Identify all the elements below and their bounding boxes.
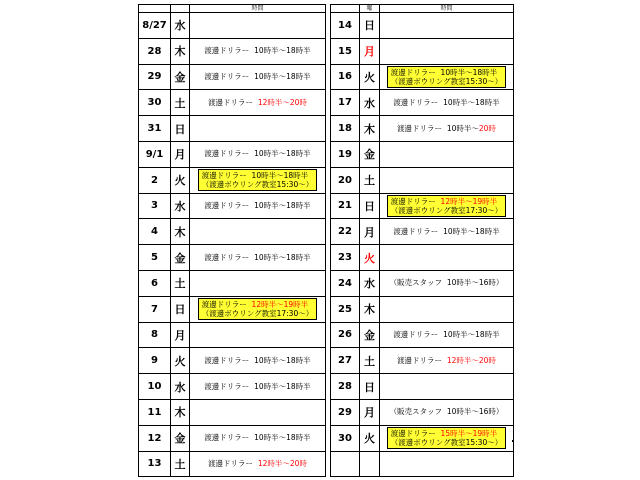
date-cell: 13 (139, 451, 171, 477)
shift-line (391, 429, 502, 438)
date-cell: 15 (331, 38, 360, 64)
schedule-row (139, 193, 326, 219)
highlight-box (387, 195, 506, 217)
date-cell: 16 (331, 64, 360, 90)
schedule-row (331, 451, 514, 477)
schedule-row (139, 296, 326, 322)
time-cell (380, 322, 514, 348)
shift-line (202, 300, 313, 309)
schedule-row (331, 270, 514, 296)
shift-line (391, 68, 502, 77)
time-cell (190, 296, 326, 322)
time-cell (380, 245, 514, 271)
shift-time: 10時半～18時半 (254, 381, 311, 391)
date-cell: 9/1 (139, 141, 171, 167)
staff-name: 渡邊ドリラー (390, 429, 436, 439)
shift-time: 10時半～18時半 (254, 355, 311, 365)
shift-line (391, 197, 502, 206)
date-cell: 21 (331, 193, 360, 219)
shift-line (190, 433, 325, 443)
schedule-table-right (330, 4, 514, 477)
header-dow-cell: 曜 (360, 5, 380, 13)
shift-time: 10時半～18時半 (254, 149, 311, 159)
time-cell (190, 13, 326, 39)
shift-line (190, 201, 325, 211)
shift-time: 10時半～18時半 (443, 226, 500, 236)
time-cell (190, 116, 326, 142)
schedule-row (139, 64, 326, 90)
schedule-row (139, 348, 326, 374)
time-cell (380, 193, 514, 219)
staff-name: 渡邊ドリラー (208, 458, 254, 468)
shift-time: 12時半～20時 (446, 355, 496, 365)
weekday-cell: 木 (171, 399, 190, 425)
time-cell (190, 193, 326, 219)
weekday-cell: 土 (171, 270, 190, 296)
date-cell: 25 (331, 296, 360, 322)
header-date-cell (331, 5, 360, 13)
staff-name: 渡邊ドリラー (201, 171, 247, 181)
shift-time: 10時半～18時半 (443, 97, 500, 107)
header-row (139, 5, 326, 13)
date-cell: 11 (139, 399, 171, 425)
staff-name: （渡邊ボウリング教室15:30～） (390, 438, 503, 448)
date-cell: 23 (331, 245, 360, 271)
time-cell (190, 219, 326, 245)
highlight-box (387, 66, 506, 88)
schedule-row (139, 167, 326, 193)
staff-name: 渡邊ドリラー (390, 67, 436, 77)
shift-line (380, 278, 513, 288)
shift-time: 12時半～20時 (257, 97, 307, 107)
weekday-cell: 水 (360, 90, 380, 116)
shift-time: 10時半～18時半 (254, 433, 311, 443)
time-cell (190, 141, 326, 167)
shift-line (391, 206, 502, 215)
header-date-cell (139, 5, 171, 13)
time-cell (380, 451, 514, 477)
schedule-row (139, 374, 326, 400)
shift-time: 10時半～18時半 (254, 252, 311, 262)
shift-time-red: 20時 (478, 123, 496, 133)
shift-line (190, 459, 325, 469)
date-cell: 3 (139, 193, 171, 219)
header-time-cell: 時間 (190, 5, 326, 13)
date-cell: 20 (331, 167, 360, 193)
date-cell: 4 (139, 219, 171, 245)
shift-time: 15時半～19時半 (440, 429, 498, 439)
time-cell (190, 270, 326, 296)
date-cell: 17 (331, 90, 360, 116)
time-cell (380, 374, 514, 400)
schedule-row (139, 322, 326, 348)
shift-line (380, 98, 513, 108)
schedule-row (139, 141, 326, 167)
staff-name: （販売スタッフ (389, 407, 443, 417)
schedule-row (331, 374, 514, 400)
staff-name: （渡邊ボウリング教室17:30～） (390, 205, 503, 215)
schedule-row (331, 245, 514, 271)
highlight-box (198, 169, 317, 191)
date-cell: 31 (139, 116, 171, 142)
weekday-cell: 水 (171, 193, 190, 219)
date-cell: 30 (139, 90, 171, 116)
time-cell (190, 64, 326, 90)
time-cell (380, 13, 514, 39)
staff-name: 渡邊ドリラー (393, 97, 439, 107)
shift-line (190, 253, 325, 263)
time-cell (380, 90, 514, 116)
time-cell (380, 348, 514, 374)
shift-line (190, 46, 325, 56)
date-cell: 12 (139, 425, 171, 451)
date-cell: 28 (331, 374, 360, 400)
time-cell (380, 425, 514, 451)
weekday-cell: 火 (171, 348, 190, 374)
weekday-cell: 日 (171, 116, 190, 142)
shift-time: 10時半～18時半 (443, 329, 500, 339)
schedule-row (331, 322, 514, 348)
shift-line (190, 72, 325, 82)
date-cell: 29 (139, 64, 171, 90)
weekday-cell: 金 (171, 425, 190, 451)
time-cell (380, 38, 514, 64)
weekday-cell: 火 (171, 167, 190, 193)
schedule-row (139, 38, 326, 64)
shift-time: 10時半～ (446, 123, 479, 133)
schedule-row (139, 451, 326, 477)
time-cell (190, 322, 326, 348)
weekday-cell: 金 (360, 141, 380, 167)
weekday-cell: 水 (360, 270, 380, 296)
staff-name: 渡邊ドリラー (204, 433, 250, 443)
staff-name: 渡邊ドリラー (204, 71, 250, 81)
staff-name: （販売スタッフ (389, 278, 443, 288)
shift-time: 10時半～18時半 (254, 46, 311, 56)
staff-name: 渡邊ドリラー (204, 200, 250, 210)
time-cell (190, 38, 326, 64)
schedule-row (331, 399, 514, 425)
date-cell: 5 (139, 245, 171, 271)
date-cell: 18 (331, 116, 360, 142)
shift-line (190, 382, 325, 392)
weekday-cell: 金 (360, 322, 380, 348)
time-cell (380, 116, 514, 142)
weekday-cell: 月 (360, 38, 380, 64)
date-cell: 30 (331, 425, 360, 451)
weekday-cell: 水 (171, 13, 190, 39)
time-cell (190, 425, 326, 451)
shift-line (380, 227, 513, 237)
time-cell (190, 451, 326, 477)
weekday-cell: 木 (360, 296, 380, 322)
schedule-row (331, 219, 514, 245)
weekday-cell: 木 (360, 116, 380, 142)
schedule-row (331, 38, 514, 64)
schedule-row (139, 270, 326, 296)
date-cell: 19 (331, 141, 360, 167)
date-cell: 7 (139, 296, 171, 322)
date-cell: 28 (139, 38, 171, 64)
highlight-box (387, 427, 506, 449)
date-cell (331, 451, 360, 477)
time-cell (190, 374, 326, 400)
weekday-cell: 月 (360, 219, 380, 245)
weekday-cell: 月 (171, 141, 190, 167)
shift-line (380, 407, 513, 417)
date-cell: 29 (331, 399, 360, 425)
header-dow-cell (171, 5, 190, 13)
weekday-cell: 火 (360, 64, 380, 90)
shift-line (380, 356, 513, 366)
staff-name: 渡邊ドリラー (393, 226, 439, 236)
schedule-row (139, 219, 326, 245)
date-cell: 8 (139, 322, 171, 348)
shift-time: 10時半～18時半 (440, 67, 498, 77)
shift-line (380, 330, 513, 340)
weekday-cell: 木 (171, 219, 190, 245)
shift-time: 10時半～18時半 (251, 171, 309, 181)
shift-line (190, 356, 325, 366)
shift-line (202, 180, 313, 189)
shift-line (190, 98, 325, 108)
staff-name: 渡邊ドリラー (204, 381, 250, 391)
shift-time: 10時半～18時半 (254, 71, 311, 81)
weekday-cell: 金 (171, 245, 190, 271)
schedule-row (331, 13, 514, 39)
shift-line (202, 171, 313, 180)
time-cell (380, 141, 514, 167)
time-cell (190, 399, 326, 425)
weekday-cell: 土 (360, 167, 380, 193)
weekday-cell: 日 (171, 296, 190, 322)
staff-name: （渡邊ボウリング教室15:30～） (390, 76, 503, 86)
schedule-row (331, 90, 514, 116)
date-cell: 24 (331, 270, 360, 296)
shift-time: 12時半～20時 (257, 458, 307, 468)
weekday-cell: 木 (171, 38, 190, 64)
schedule-row (139, 425, 326, 451)
weekday-cell: 火 (360, 245, 380, 271)
schedule-row (331, 296, 514, 322)
weekday-cell: 水 (171, 374, 190, 400)
weekday-cell (360, 451, 380, 477)
staff-name: （渡邊ボウリング教室15:30～） (201, 180, 314, 190)
schedule-row (139, 399, 326, 425)
weekday-cell: 月 (171, 322, 190, 348)
weekday-cell: 金 (171, 64, 190, 90)
header-row (331, 5, 514, 13)
time-cell (380, 219, 514, 245)
weekday-cell: 日 (360, 13, 380, 39)
weekday-cell: 月 (360, 399, 380, 425)
date-cell: 10 (139, 374, 171, 400)
time-cell (380, 64, 514, 90)
schedule-row (331, 141, 514, 167)
schedule-row (331, 64, 514, 90)
staff-name: 渡邊ドリラー (204, 355, 250, 365)
schedule-row (139, 13, 326, 39)
time-cell (190, 167, 326, 193)
weekday-cell: 土 (171, 451, 190, 477)
shift-time: 10時半～18時半 (254, 200, 311, 210)
time-cell (380, 270, 514, 296)
time-cell (190, 245, 326, 271)
staff-name: 渡邊ドリラー (393, 329, 439, 339)
weekday-cell: 土 (360, 348, 380, 374)
date-cell: 2 (139, 167, 171, 193)
date-cell: 27 (331, 348, 360, 374)
highlight-box (198, 298, 317, 320)
shift-line (380, 124, 513, 134)
time-cell (190, 90, 326, 116)
time-cell (380, 399, 514, 425)
staff-name: 渡邊ドリラー (397, 123, 443, 133)
shift-time: 12時半～19時半 (251, 300, 309, 310)
date-cell: 22 (331, 219, 360, 245)
schedule-row (139, 90, 326, 116)
schedule-row (331, 425, 514, 451)
shift-line (391, 438, 502, 447)
header-time-cell: 時間 (380, 5, 514, 13)
staff-name: 渡邊ドリラー (204, 149, 250, 159)
shift-line (391, 77, 502, 86)
staff-name: 渡邊ドリラー (397, 355, 443, 365)
shift-time: 12時半～19時半 (440, 196, 498, 206)
date-cell: 14 (331, 13, 360, 39)
schedule-row (331, 193, 514, 219)
schedule-row (331, 116, 514, 142)
staff-name: 渡邊ドリラー (204, 252, 250, 262)
date-cell: 26 (331, 322, 360, 348)
weekday-cell: 火 (360, 425, 380, 451)
weekday-cell: 日 (360, 374, 380, 400)
date-cell: 6 (139, 270, 171, 296)
staff-name: （渡邊ボウリング教室17:30～） (201, 309, 314, 319)
shift-time: 10時半～16時） (446, 278, 504, 288)
date-cell: 9 (139, 348, 171, 374)
time-cell (190, 348, 326, 374)
time-cell (380, 296, 514, 322)
shift-line (190, 149, 325, 159)
staff-name: 渡邊ドリラー (204, 46, 250, 56)
stray-mark (512, 440, 513, 442)
schedule-row (139, 116, 326, 142)
schedule-row (331, 348, 514, 374)
shift-time: 10時半～16時） (446, 407, 504, 417)
shift-line (202, 309, 313, 318)
staff-name: 渡邊ドリラー (390, 196, 436, 206)
staff-name: 渡邊ドリラー (208, 97, 254, 107)
schedule-row (139, 245, 326, 271)
schedule-row (331, 167, 514, 193)
staff-name: 渡邊ドリラー (201, 300, 247, 310)
schedule-table-left (138, 4, 326, 477)
date-cell: 8/27 (139, 13, 171, 39)
weekday-cell: 日 (360, 193, 380, 219)
time-cell (380, 167, 514, 193)
weekday-cell: 土 (171, 90, 190, 116)
